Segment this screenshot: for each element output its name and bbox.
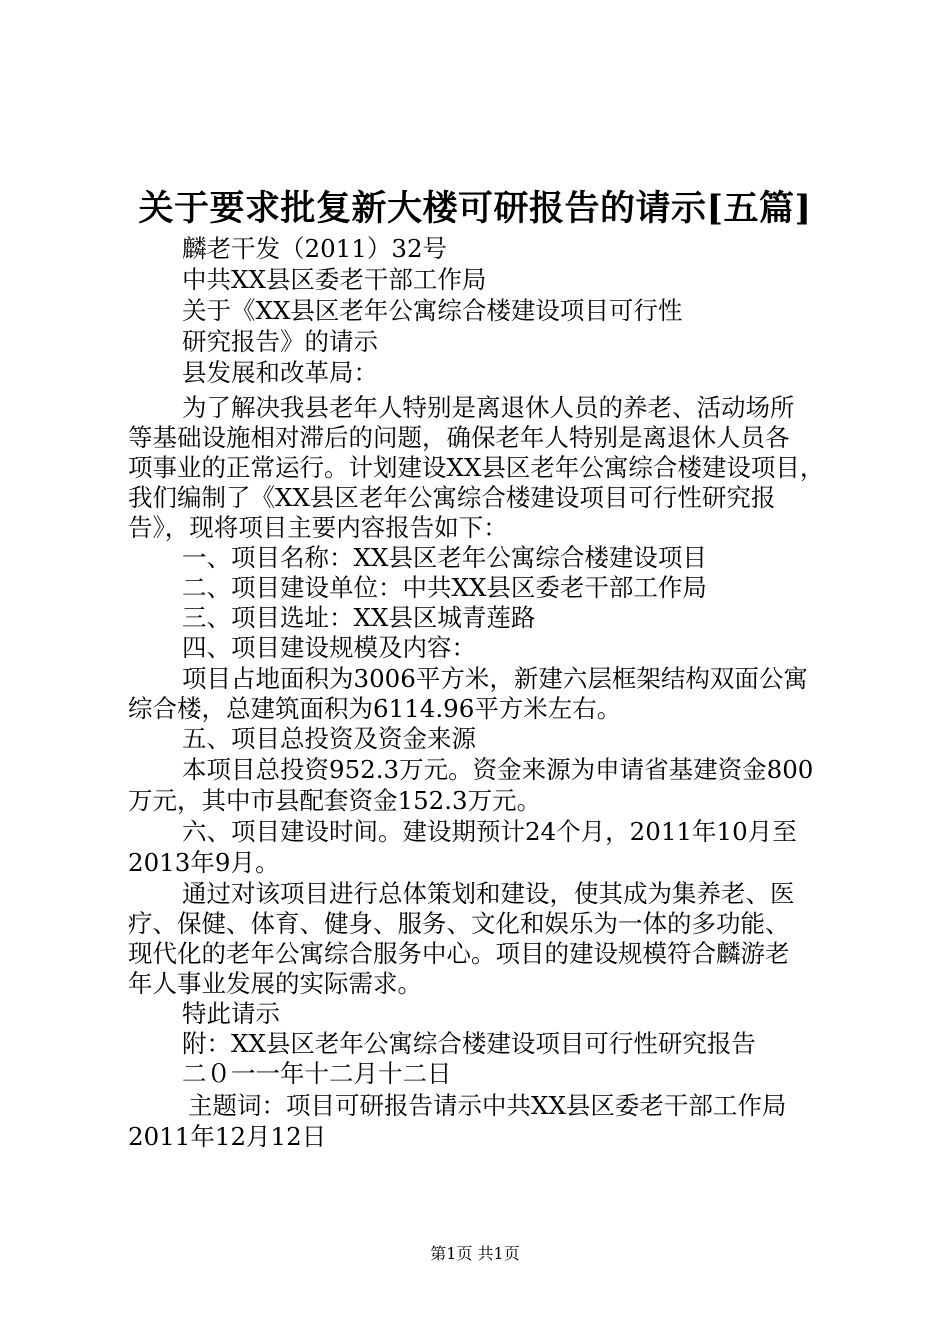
body-paragraph-1-line-3: 项事业的正常运行。计划建设XX县区老年公寓综合楼建设项目， [128,453,825,482]
item-scale-line-2: 综合楼，总建筑面积为6114.96平方米左右。 [128,694,622,723]
body-paragraph-2-line-2: 疗、保健、体育、健身、服务、文化和娱乐为一体的多功能、 [128,909,790,938]
body-paragraph-2-line-3: 现代化的老年公寓综合服务中心。项目的建设规模符合麟游老 [128,939,790,968]
item-investment-heading: 五、项目总投资及资金来源 [182,724,476,753]
recipient: 县发展和改革局： [182,358,378,387]
request-subject-line-2: 研究报告》的请示 [182,327,378,356]
date-numeric: 2011年12月12日 [128,1122,327,1151]
item-scale-heading: 四、项目建设规模及内容： [182,633,476,662]
body-paragraph-2-line-1: 通过对该项目进行总体策划和建设，使其成为集养老、医 [182,879,795,908]
body-paragraph-1-line-2: 等基础设施相对滞后的问题，确保老年人特别是离退休人员各 [128,423,790,452]
document-number: 麟老干发（2011）32号 [182,234,448,263]
request-subject-line-1: 关于《XX县区老年公寓综合楼建设项目可行性 [182,296,683,325]
item-investment-line-1: 本项目总投资952.3万元。资金来源为申请省基建资金800 [182,755,814,784]
item-investment-line-2: 万元，其中市县配套资金152.3万元。 [128,786,542,815]
body-paragraph-1-line-5: 告》，现将项目主要内容报告如下： [128,513,508,542]
body-paragraph-1-line-4: 我们编制了《XX县区老年公寓综合楼建设项目可行性研究报 [128,483,776,512]
body-paragraph-1-line-1: 为了解决我县老年人特别是离退休人员的养老、活动场所 [182,393,795,422]
item-project-name: 一、项目名称：XX县区老年公寓综合楼建设项目 [182,543,707,572]
date-chinese: 二０一一年十二月十二日 [182,1059,452,1088]
item-scale-line-1: 项目占地面积为3006平方米，新建六层框架结构双面公寓 [182,664,808,693]
item-construction-unit: 二、项目建设单位：中共XX县区委老干部工作局 [182,573,707,602]
item-schedule-line-2: 2013年9月。 [128,848,280,877]
document-title: 关于要求批复新大楼可研报告的请示[五篇] [138,188,812,229]
item-schedule-line-1: 六、项目建设时间。建设期预计24个月，2011年10月至 [182,817,797,846]
page-number-footer: 第1页 共1页 [430,1244,520,1263]
subject-keywords: 主题词：项目可研报告请示中共XX县区委老干部工作局 [188,1091,787,1120]
closing-request: 特此请示 [182,999,280,1028]
issuing-organization: 中共XX县区委老干部工作局 [182,265,487,294]
body-paragraph-2-line-4: 年人事业发展的实际需求。 [128,969,422,998]
attachment-line: 附：XX县区老年公寓综合楼建设项目可行性研究报告 [182,1029,756,1058]
item-site: 三、项目选址：XX县区城青莲路 [182,603,536,632]
